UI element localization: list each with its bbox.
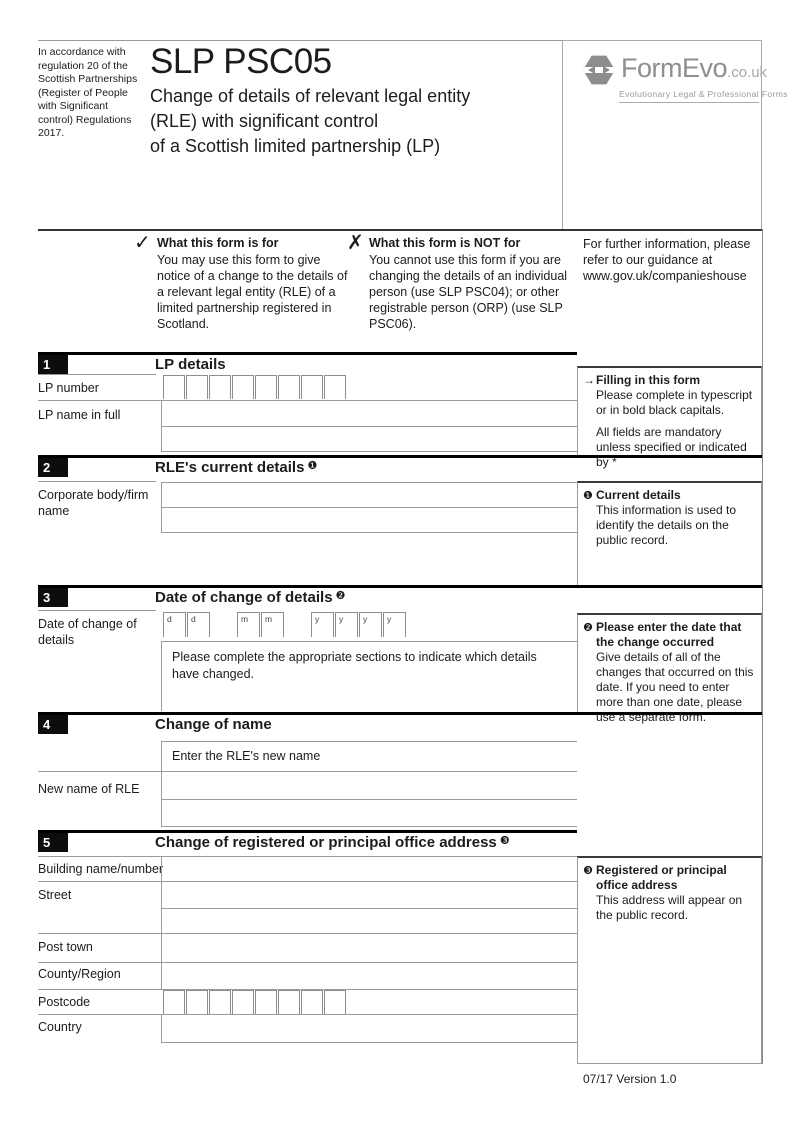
date-year-cell[interactable]: y <box>335 612 358 637</box>
section-2-title <box>155 459 317 476</box>
version-text: 07/17 Version 1.0 <box>583 1072 677 1086</box>
note-3-box <box>577 856 762 1064</box>
corporate-body-input-line-2[interactable] <box>162 508 575 531</box>
note-2-heading: Please enter the date that the change occurred <box>596 620 742 649</box>
note-2-body: Give details of all of the changes that occurred on this date. If you need to enter more than one date, please use a separate form. <box>596 650 754 724</box>
section-4-number: 4 <box>38 715 68 734</box>
building-label: Building name/number <box>38 862 164 876</box>
note-1-heading: Current details <box>596 488 681 502</box>
date-year-cell[interactable]: y <box>311 612 334 637</box>
form-subtitle <box>150 84 580 159</box>
building-input[interactable] <box>162 857 575 880</box>
date-day-cell[interactable]: d <box>163 612 186 637</box>
label-stub-rule <box>38 374 156 375</box>
form-subtitle-line: (RLE) with significant control <box>150 111 379 131</box>
note-1-body: This information is used to identify the details on the public record. <box>596 503 737 547</box>
lp-number-cell[interactable] <box>278 375 300 399</box>
note-filling-body-2: All fields are mandatory unless specified or indicated by * <box>596 425 747 469</box>
label-stub-rule <box>38 481 156 482</box>
lp-number-cell[interactable] <box>163 375 185 399</box>
note-2-box <box>577 613 762 724</box>
corporate-body-input-line-1[interactable] <box>162 483 575 506</box>
postcode-cell[interactable] <box>186 990 208 1014</box>
label-stub-rule <box>38 610 156 611</box>
note-filling-box <box>577 366 762 469</box>
what-not-for-heading: What this form is NOT for <box>369 236 521 250</box>
county-label: County/Region <box>38 967 121 981</box>
section-3-title-text: Date of change of details <box>155 589 333 606</box>
note-filling-heading: Filling in this form <box>596 373 700 387</box>
postcode-cell[interactable] <box>163 990 185 1014</box>
field-divider <box>161 641 162 711</box>
section-3-number: 3 <box>38 588 68 607</box>
section-3-title <box>155 589 345 606</box>
section-5-rule <box>38 830 577 833</box>
section-5-title-text: Change of registered or principal office address <box>155 834 497 851</box>
postcode-label: Postcode <box>38 995 91 1009</box>
date-year-cell[interactable]: y <box>359 612 382 637</box>
county-input[interactable] <box>162 963 575 988</box>
corporate-body-label: Corporate body/firm name <box>38 488 149 518</box>
new-name-input-line-1[interactable] <box>162 772 575 798</box>
logo-brand-text: FormEvo <box>621 53 728 83</box>
logo-suffix-text: .co.uk <box>727 64 768 81</box>
section-1-rule <box>38 352 577 355</box>
date-month-cell[interactable]: m <box>261 612 284 637</box>
note-2-marker-icon: ❷ <box>335 590 346 602</box>
section-4-instruction: Enter the RLE's new name <box>172 749 321 763</box>
form-subtitle-line: Change of details of relevant legal entity <box>150 86 471 106</box>
section-3-rule <box>38 585 762 588</box>
postcode-cell[interactable] <box>255 990 277 1014</box>
lp-name-label: LP name in full <box>38 408 121 422</box>
section-4-title: Change of name <box>155 716 272 733</box>
row-rule <box>161 741 577 742</box>
postcode-cell[interactable] <box>278 990 300 1014</box>
regulation-text: In accordance with regulation 20 of the Scottish Partnerships (Register of People with Significant control) Regulations 2017. <box>38 46 138 139</box>
logo-wordmark <box>621 53 767 84</box>
street-label: Street <box>38 888 72 902</box>
row-rule <box>161 451 577 452</box>
lp-name-input-line-1[interactable] <box>162 401 575 425</box>
row-rule <box>161 641 577 642</box>
note-3-marker-icon: ❸ <box>583 865 593 877</box>
further-info-text: For further information, please refer to our guidance at www.gov.uk/companieshouse <box>583 237 751 283</box>
field-divider <box>161 1014 162 1042</box>
section-2-number: 2 <box>38 458 68 477</box>
notes-column-rule <box>762 229 763 1064</box>
note-3-body: This address will appear on the public record. <box>596 893 743 922</box>
date-year-cells <box>311 612 406 637</box>
post-town-label: Post town <box>38 940 93 954</box>
country-input[interactable] <box>162 1015 575 1041</box>
country-label: Country <box>38 1020 82 1034</box>
cross-icon: ✗ <box>347 232 364 254</box>
lp-number-cell[interactable] <box>209 375 231 399</box>
lp-number-cell[interactable] <box>324 375 346 399</box>
lp-name-input-line-2[interactable] <box>162 427 575 450</box>
note-1-box <box>577 481 762 585</box>
row-rule <box>161 1042 577 1043</box>
date-of-change-label: Date of change of details <box>38 617 137 647</box>
date-day-cell[interactable]: d <box>187 612 210 637</box>
section-5-number: 5 <box>38 833 68 852</box>
form-code-title: SLP PSC05 <box>150 42 332 81</box>
lp-number-cells <box>163 375 346 399</box>
lp-number-cell[interactable] <box>186 375 208 399</box>
row-rule <box>161 826 577 827</box>
lp-number-cell[interactable] <box>301 375 323 399</box>
postcode-cells <box>163 990 346 1014</box>
postcode-cell[interactable] <box>301 990 323 1014</box>
logo-arrow-left <box>588 66 595 74</box>
street-input-line-1[interactable] <box>162 882 575 907</box>
logo-box <box>562 40 788 230</box>
postcode-cell[interactable] <box>209 990 231 1014</box>
what-for-body: You may use this form to give notice of a change to the details of a relevant legal entity (RLE) of a limited partnership registered in Scotland. <box>157 253 348 331</box>
date-month-cell[interactable]: m <box>237 612 260 637</box>
new-name-input-line-2[interactable] <box>162 800 575 825</box>
arrow-right-icon: → <box>583 373 595 387</box>
formevo-logo-icon <box>583 55 615 85</box>
note-1-marker-icon: ❶ <box>583 490 593 502</box>
section-3-instruction: Please complete the appropriate sections to indicate which details have changed. <box>172 650 537 681</box>
check-icon: ✓ <box>134 232 151 254</box>
new-name-label: New name of RLE <box>38 782 140 796</box>
row-rule <box>161 532 577 533</box>
note-filling-body-1: Please complete in typescript or in bold black capitals. <box>596 388 753 417</box>
date-year-cell[interactable]: y <box>383 612 406 637</box>
logo-tagline: Evolutionary Legal & Professional Forms <box>619 89 759 103</box>
lp-number-label: LP number <box>38 381 99 395</box>
date-day-cells <box>163 612 210 637</box>
note-3-heading: Registered or principal office address <box>596 863 727 892</box>
form-subtitle-line: of a Scottish limited partnership (LP) <box>150 136 441 156</box>
field-divider <box>161 856 162 989</box>
section-1-number: 1 <box>38 355 68 374</box>
note-2-marker-icon: ❷ <box>583 622 593 634</box>
what-for-heading: What this form is for <box>157 236 279 250</box>
lp-number-cell[interactable] <box>255 375 277 399</box>
lp-number-cell[interactable] <box>232 375 254 399</box>
note-3-marker-icon: ❸ <box>499 835 510 847</box>
section-5-title <box>155 834 510 851</box>
what-not-for-body: You cannot use this form if you are changing the details of an individual person (use SLP PSC04); or other registrable person (ORP) (use SLP PSC06). <box>369 253 568 331</box>
note-1-marker-icon: ❶ <box>307 460 318 472</box>
logo-arrow-right <box>603 66 610 74</box>
street-input-line-2[interactable] <box>162 909 575 932</box>
post-town-input[interactable] <box>162 934 575 961</box>
postcode-cell[interactable] <box>324 990 346 1014</box>
date-month-cells <box>237 612 284 637</box>
section-2-title-text: RLE's current details <box>155 459 305 476</box>
postcode-cell[interactable] <box>232 990 254 1014</box>
section-1-title: LP details <box>155 356 226 373</box>
